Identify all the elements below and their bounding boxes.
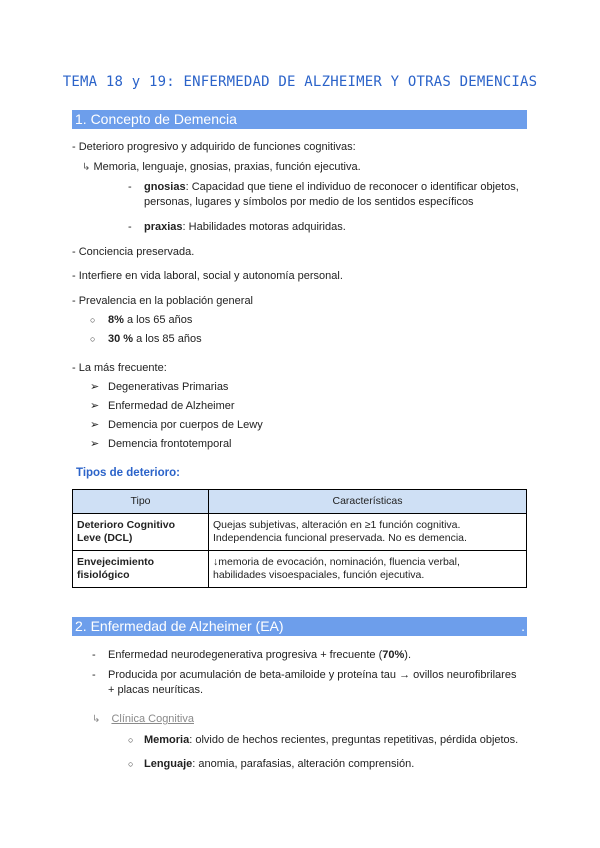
circle-bullet-icon: ○ — [128, 735, 134, 745]
ea-item-2-line-1: Producida por acumulación de beta-amiloide y proteína tau → ovillos neurofibrilares — [108, 669, 517, 681]
list-item: Demencia frontotemporal — [108, 438, 232, 450]
tipos-table — [72, 489, 527, 588]
arrow-icon: ↳ — [82, 162, 91, 173]
cell-caracteristicas: Quejas subjetivas, alteración en ≥1 función cognitiva. Independencia funcional preservada. No es demencia. — [209, 514, 527, 551]
arrowhead-bullet-icon: ➢ — [90, 419, 100, 431]
dash-marker: - — [128, 221, 132, 233]
tipos-heading: Tipos de deterioro: — [76, 467, 180, 479]
header-caracteristicas: Características — [209, 490, 527, 514]
dash-marker: - — [92, 649, 96, 661]
arrow-icon: ↳ — [92, 714, 101, 725]
list-item: Enfermedad de Alzheimer — [108, 400, 235, 412]
section-heading-concepto: 1. Concepto de Demencia — [72, 110, 527, 129]
table-header-row — [73, 490, 527, 514]
page-title: TEMA 18 y 19: ENFERMEDAD DE ALZHEIMER Y OTRAS DEMENCIAS — [62, 74, 538, 90]
gnosias-line-1: gnosias: Capacidad que tiene el individuo de reconocer o identificar objetos, — [144, 181, 519, 193]
conciencia-text: - Conciencia preservada. — [72, 246, 195, 258]
section-heading-alzheimer: 2. Enfermedad de Alzheimer (EA) . — [72, 617, 527, 636]
table-row — [73, 514, 527, 551]
arrowhead-bullet-icon: ➢ — [90, 381, 100, 393]
gnosias-line-2: personas, lugares y símbolos por medio de los sentidos específicos — [144, 196, 474, 208]
circle-bullet-icon: ○ — [128, 759, 134, 769]
cell-caracteristicas: ↓memoria de evocación, nominación, fluencia verbal, habilidades visoespaciales, función ejecutiva. — [209, 551, 527, 588]
list-item: Demencia por cuerpos de Lewy — [108, 419, 263, 431]
interfiere-text: - Interfiere en vida laboral, social y autonomía personal. — [72, 270, 343, 282]
circle-bullet-icon: ○ — [90, 334, 96, 344]
cell-tipo: Envejecimiento fisiológico — [73, 551, 209, 588]
list-item: Degenerativas Primarias — [108, 381, 229, 393]
dash-marker: - — [128, 181, 132, 193]
cell-tipo: Deterioro Cognitivo Leve (DCL) — [73, 514, 209, 551]
prevalencia-text: - Prevalencia en la población general — [72, 295, 254, 307]
dash-marker: - — [92, 669, 96, 681]
circle-bullet-icon: ○ — [90, 315, 96, 325]
intro-text: - Deterioro progresivo y adquirido de funciones cognitivas: — [72, 141, 356, 153]
prevalencia-85: 30 % a los 85 años — [108, 333, 202, 345]
clinica-heading: ↳ Clínica Cognitiva — [92, 713, 194, 725]
ea-item-1: Enfermedad neurodegenerativa progresiva + frecuente (70%). — [108, 649, 412, 661]
lenguaje-line: Lenguaje: anomia, parafasias, alteración comprensión. — [144, 758, 415, 770]
memoria-line: Memoria: olvido de hechos recientes, preguntas repetitivas, pérdida objetos. — [144, 734, 519, 746]
prevalencia-65: 8% a los 65 años — [108, 314, 193, 326]
frecuente-text: - La más frecuente: — [72, 362, 167, 374]
praxias-line: praxias: Habilidades motoras adquiridas. — [144, 221, 346, 233]
arrowhead-bullet-icon: ➢ — [90, 400, 100, 412]
arrow-item: ↳ Memoria, lenguaje, gnosias, praxias, función ejecutiva. — [82, 161, 361, 173]
arrowhead-bullet-icon: ➢ — [90, 438, 100, 450]
header-tipo: Tipo — [73, 490, 209, 514]
ea-item-2-line-2: + placas neuríticas. — [108, 684, 204, 696]
table-row — [73, 551, 527, 588]
